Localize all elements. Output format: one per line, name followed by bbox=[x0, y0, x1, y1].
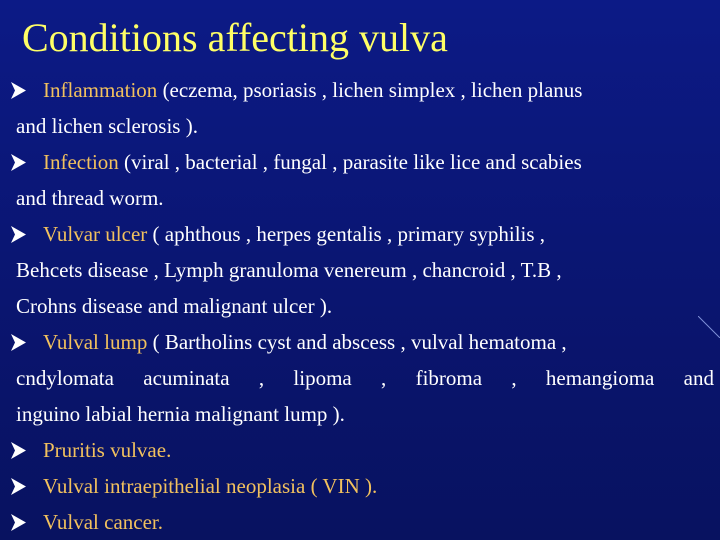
bullet-term: Pruritis vulvae. bbox=[43, 438, 172, 462]
bullet-vulval-lump bbox=[0, 324, 720, 432]
bullet-line bbox=[16, 468, 714, 504]
bullet-term: Vulvar ulcer bbox=[43, 222, 148, 246]
bullet-continuation: cndylomata acuminata , lipoma , fibroma , hemangioma and bbox=[16, 366, 714, 390]
slide-title: Conditions affecting vulva bbox=[22, 15, 448, 60]
arrowhead-bullet-icon bbox=[7, 324, 29, 360]
bullet-text: ( aphthous , herpes gentalis , primary syphilis , bbox=[147, 222, 546, 246]
bullet-text: ( Bartholins cyst and abscess , vulval hematoma , bbox=[147, 330, 567, 354]
bullet-term: Infection bbox=[43, 150, 119, 174]
bullet-pruritis bbox=[0, 432, 720, 468]
bullet-text: (viral , bacterial , fungal , parasite like lice and scabies bbox=[118, 150, 582, 174]
bullet-line bbox=[16, 504, 714, 540]
arrowhead-bullet-icon bbox=[7, 468, 29, 504]
bullet-line bbox=[16, 324, 714, 360]
bullet-vin bbox=[0, 468, 720, 504]
bullet-line bbox=[16, 432, 714, 468]
bullet-term: Inflammation bbox=[43, 78, 158, 102]
bullet-list bbox=[0, 72, 720, 540]
bullet-line bbox=[16, 72, 714, 108]
bullet-line bbox=[16, 216, 714, 252]
arrowhead-bullet-icon bbox=[7, 432, 29, 468]
arrowhead-bullet-icon bbox=[7, 144, 29, 180]
bullet-continuation: Behcets disease , Lymph granuloma venereum , chancroid , T.B , bbox=[16, 258, 562, 282]
bullet-term: Vulval lump bbox=[43, 330, 148, 354]
arrowhead-bullet-icon bbox=[7, 72, 29, 108]
bullet-line bbox=[16, 144, 714, 180]
bullet-term: Vulval cancer. bbox=[43, 510, 164, 534]
bullet-infection bbox=[0, 144, 720, 216]
decorative-line bbox=[698, 316, 720, 338]
bullet-continuation: inguino labial hernia malignant lump ). bbox=[16, 402, 345, 426]
arrowhead-bullet-icon bbox=[7, 504, 29, 540]
bullet-continuation: and lichen sclerosis ). bbox=[16, 114, 198, 138]
bullet-inflammation bbox=[0, 72, 720, 144]
bullet-continuation: and thread worm. bbox=[16, 186, 164, 210]
bullet-vulvar-ulcer bbox=[0, 216, 720, 324]
bullet-vulval-cancer bbox=[0, 504, 720, 540]
bullet-text: (eczema, psoriasis , lichen simplex , lichen planus bbox=[157, 78, 583, 102]
bullet-continuation: Crohns disease and malignant ulcer ). bbox=[16, 294, 333, 318]
bullet-term: Vulval intraepithelial neoplasia ( VIN ). bbox=[43, 474, 378, 498]
arrowhead-bullet-icon bbox=[7, 216, 29, 252]
